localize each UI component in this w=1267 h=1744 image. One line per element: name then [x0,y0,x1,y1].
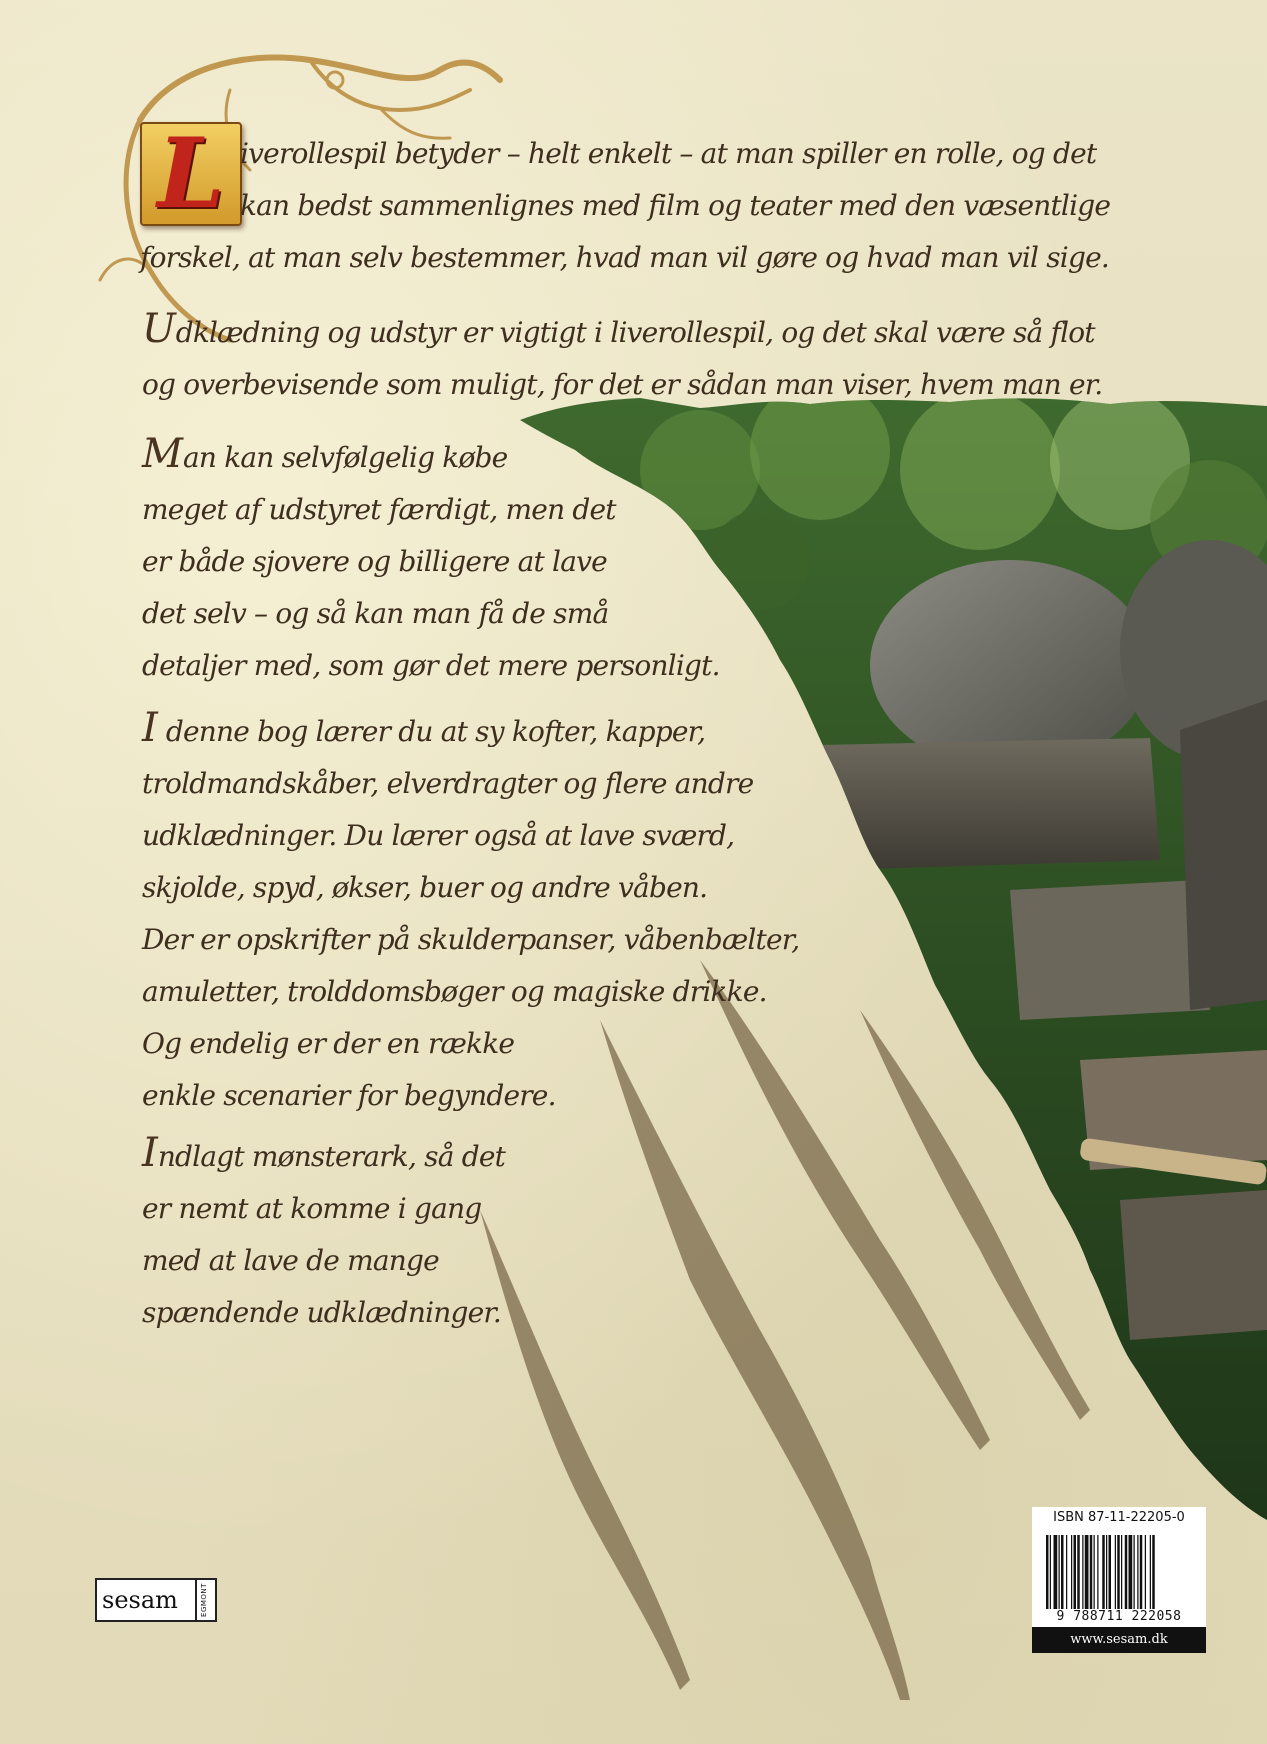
paragraph-costume [142,303,1102,411]
barcode-bar [1140,1535,1143,1609]
barcode-bar [1150,1535,1151,1609]
publisher-logo [95,1578,217,1622]
paragraph-intro [140,128,1111,284]
publisher-name: sesam [102,1586,178,1614]
barcode-bar [1059,1535,1060,1609]
barcode-bar [1137,1535,1138,1609]
line: Der er opskrifter på skulderpanser, våbenbælter, [142,923,800,956]
barcode-bar [1071,1535,1072,1609]
barcode-bar [1082,1535,1083,1609]
line: skjolde, spyd, økser, buer og andre våben. [142,871,708,904]
line: spændende udklædninger. [142,1296,502,1329]
line: er både sjovere og billigere at lave [142,545,607,578]
line: kan bedst sammenlignes med film og teater med den væsentlige [240,189,1111,222]
line: an kan selvfølgelig købe [182,441,508,474]
isbn-label: ISBN 87-11-22205-0 [1032,1507,1206,1529]
line: meget af udstyret færdigt, men det [142,493,616,526]
barcode-bar [1090,1535,1093,1609]
barcode-bar [1145,1535,1146,1609]
barcode-bar [1061,1535,1064,1609]
barcode-bar [1117,1535,1120,1609]
barcode-bars [1046,1535,1192,1609]
line: forskel, at man selv bestemmer, hvad man vil gøre og hvad man vil sige. [140,241,1109,274]
barcode-bar [1125,1535,1128,1609]
barcode-bar [1109,1535,1112,1609]
paragraph-contents [142,702,799,1122]
initial-letter: U [142,306,176,352]
barcode-bar [1074,1535,1077,1609]
line: iverollespil betyder – helt enkelt – at man spiller en rolle, og det [240,137,1097,170]
line: med at lave de mange [142,1244,439,1277]
line: udklædninger. Du lærer også at lave sværd, [142,819,735,852]
barcode-bar [1054,1535,1058,1609]
barcode-bar [1152,1535,1155,1609]
paragraph-buy-or-make [142,428,720,692]
initial-letter: M [142,431,183,477]
drop-cap-l [140,117,242,230]
paragraph-pattern-sheet [142,1127,505,1339]
barcode-bar [1050,1535,1051,1609]
line: ndlagt mønsterark, så det [157,1140,506,1173]
line: dklædning og udstyr er vigtigt i liverollespil, og det skal være så flot [175,316,1095,349]
barcode-bar [1097,1535,1098,1609]
line: troldmandskåber, elverdragter og flere andre [142,767,754,800]
line: og overbevisende som muligt, for det er sådan man viser, hvem man er. [142,368,1103,401]
imprint-name: EGMONT [199,1583,208,1617]
initial-letter: I [142,705,158,751]
line: detaljer med, som gør det mere personligt. [142,649,720,682]
line: denne bog lærer du at sy kofter, kapper, [157,715,706,748]
initial-letter: I [142,1130,158,1176]
barcode-bar [1134,1535,1135,1609]
barcode-digits: 9 788711 222058 [1056,1609,1182,1624]
barcode-bar [1094,1535,1095,1609]
barcode-bar [1115,1535,1116,1609]
barcode-bar [1102,1535,1105,1609]
barcode-bar [1077,1535,1080,1609]
barcode-bar [1085,1535,1089,1609]
line: Og endelig er der en række [142,1027,515,1060]
line: enkle scenarier for begyndere. [142,1079,556,1112]
barcode-bar [1046,1535,1049,1609]
barcode-bar [1106,1535,1107,1609]
line: det selv – og så kan man få de små [142,597,609,630]
publisher-url: www.sesam.dk [1032,1627,1206,1653]
barcode-bar [1121,1535,1122,1609]
line: amuletter, trolddomsbøger og magiske drikke. [142,975,767,1008]
barcode-bar [1066,1535,1067,1609]
barcode-bar [1129,1535,1133,1609]
barcode-block [1032,1507,1206,1655]
drop-cap-letter: L [157,117,225,230]
line: er nemt at komme i gang [142,1192,482,1225]
imprint-strip [195,1580,215,1620]
